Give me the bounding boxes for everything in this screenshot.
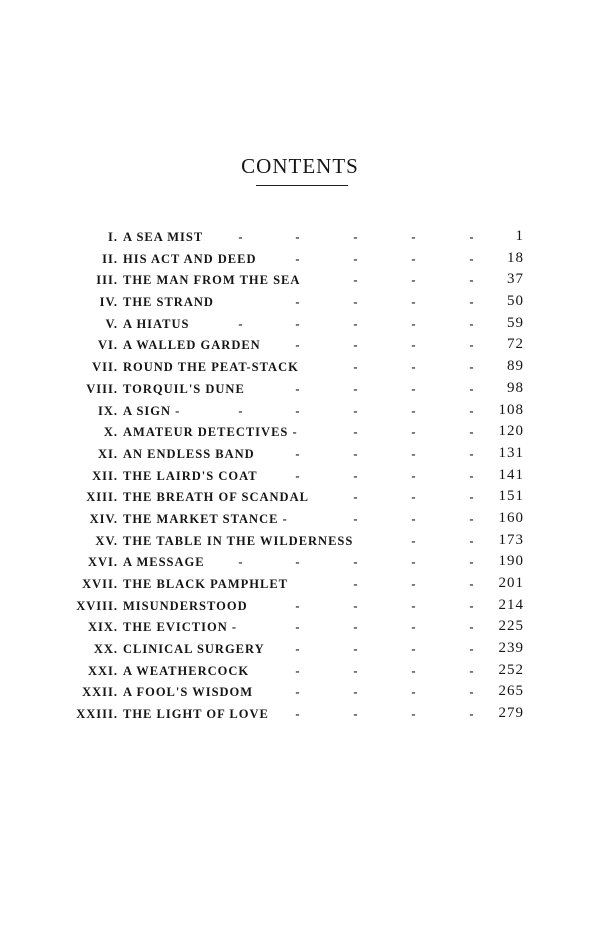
page-number: 279 xyxy=(498,705,524,722)
toc-entry xyxy=(0,270,600,292)
leader-dash: - xyxy=(469,251,475,266)
chapter-numeral: X. xyxy=(103,425,118,440)
leader-dash: - xyxy=(411,403,417,418)
leader-dash: - xyxy=(295,403,301,418)
leader-dash: - xyxy=(469,468,475,483)
toc-entry xyxy=(0,661,600,683)
chapter-numeral: XXII. xyxy=(82,685,118,700)
chapter-title: THE BREATH OF SCANDAL xyxy=(123,490,309,505)
leader-dash: - xyxy=(469,338,475,353)
chapter-title: A HIATUS xyxy=(123,316,190,331)
leader-dash: - xyxy=(469,555,475,570)
leader-dash: - xyxy=(295,598,301,613)
page-number: 59 xyxy=(507,314,524,331)
title-rule xyxy=(256,185,348,186)
leader-dash: - xyxy=(411,642,417,657)
leader-dash: - xyxy=(353,425,359,440)
chapter-numeral: XXIII. xyxy=(76,707,118,722)
page-number: 72 xyxy=(507,336,524,353)
leader-dash: - xyxy=(295,230,301,244)
leader-dash: - xyxy=(411,251,417,266)
chapter-numeral: XI. xyxy=(97,446,118,461)
page-number: 1 xyxy=(515,228,524,244)
chapter-numeral: XIII. xyxy=(86,490,118,505)
leader-dash: - xyxy=(411,338,417,353)
leader-dash: - xyxy=(295,707,301,722)
chapter-title: TORQUIL'S DUNE xyxy=(123,381,245,396)
toc-entry xyxy=(0,487,600,509)
leader-dash: - xyxy=(411,620,417,635)
toc-entry xyxy=(0,227,600,249)
leader-dash: - xyxy=(469,230,475,244)
chapter-numeral: XII. xyxy=(92,468,118,483)
leader-dash: - xyxy=(411,555,417,570)
contents-list xyxy=(0,227,600,726)
chapter-title: THE STRAND xyxy=(123,295,214,310)
leader-dash: - xyxy=(353,251,359,266)
chapter-title: ROUND THE PEAT-STACK xyxy=(123,360,299,375)
page-number: 18 xyxy=(507,249,524,266)
leader-dash: - xyxy=(295,555,301,570)
leader-dash: - xyxy=(295,642,301,657)
leader-dash: - xyxy=(411,446,417,461)
leader-dash: - xyxy=(353,577,359,591)
page-number: 239 xyxy=(498,640,524,657)
leader-dash: - xyxy=(469,403,475,418)
leader-dash: - xyxy=(411,316,417,331)
chapter-numeral: XVI. xyxy=(87,555,118,570)
leader-dash: - xyxy=(295,446,301,461)
leader-dash: - xyxy=(469,533,475,548)
chapter-numeral: IX. xyxy=(97,403,118,418)
chapter-title: AMATEUR DETECTIVES - xyxy=(123,425,298,440)
leader-dash: - xyxy=(353,230,359,244)
chapter-title: A SEA MIST xyxy=(123,230,204,244)
chapter-numeral: V. xyxy=(105,316,118,331)
leader-dash: - xyxy=(469,663,475,678)
leader-dash: - xyxy=(295,295,301,310)
page-number: 141 xyxy=(498,466,524,483)
chapter-title: MISUNDERSTOOD xyxy=(123,598,248,613)
chapter-title: A FOOL'S WISDOM xyxy=(123,685,254,700)
toc-entry xyxy=(0,574,600,596)
page-number: 98 xyxy=(507,379,524,396)
chapter-numeral: XIV. xyxy=(89,511,118,526)
chapter-title: A WEATHERCOCK xyxy=(123,663,250,678)
leader-dash: - xyxy=(469,511,475,526)
leader-dash: - xyxy=(238,555,244,570)
toc-entry xyxy=(0,444,600,466)
chapter-numeral: II. xyxy=(102,251,118,266)
page-number: 190 xyxy=(498,553,524,570)
leader-dash: - xyxy=(469,425,475,440)
toc-entry xyxy=(0,639,600,661)
leader-dash: - xyxy=(238,316,244,331)
leader-dash: - xyxy=(411,577,417,591)
toc-entry xyxy=(0,596,600,618)
leader-dash: - xyxy=(469,620,475,635)
leader-dash: - xyxy=(411,295,417,310)
chapter-numeral: XXI. xyxy=(87,663,118,678)
toc-entry xyxy=(0,314,600,336)
leader-dash: - xyxy=(411,381,417,396)
leader-dash: - xyxy=(353,642,359,657)
chapter-numeral: I. xyxy=(108,230,118,244)
leader-dash: - xyxy=(295,685,301,700)
page-number: 50 xyxy=(507,293,524,310)
leader-dash: - xyxy=(295,316,301,331)
toc-entry xyxy=(0,422,600,444)
leader-dash: - xyxy=(411,360,417,375)
toc-entry xyxy=(0,704,600,726)
leader-dash: - xyxy=(411,598,417,613)
chapter-title: THE MAN FROM THE SEA xyxy=(123,273,301,288)
chapter-numeral: VII. xyxy=(92,360,118,375)
page-number: 214 xyxy=(498,596,524,613)
leader-dash: - xyxy=(411,511,417,526)
page-number: 265 xyxy=(498,683,524,700)
leader-dash: - xyxy=(411,273,417,288)
leader-dash: - xyxy=(353,490,359,505)
leader-dash: - xyxy=(295,251,301,266)
leader-dash: - xyxy=(295,338,301,353)
leader-dash: - xyxy=(411,663,417,678)
toc-entry xyxy=(0,335,600,357)
chapter-numeral: IV. xyxy=(99,295,118,310)
chapter-numeral: XX. xyxy=(93,642,118,657)
leader-dash: - xyxy=(295,381,301,396)
chapter-title: CLINICAL SURGERY xyxy=(123,642,265,657)
page-number: 160 xyxy=(498,509,524,526)
leader-dash: - xyxy=(469,273,475,288)
page-title: CONTENTS xyxy=(241,154,359,179)
chapter-numeral: XVII. xyxy=(82,577,118,591)
leader-dash: - xyxy=(353,273,359,288)
chapter-title: AN ENDLESS BAND xyxy=(123,446,255,461)
chapter-title: THE MARKET STANCE - xyxy=(123,511,288,526)
chapter-numeral: XV. xyxy=(95,533,118,548)
leader-dash: - xyxy=(238,403,244,418)
chapter-numeral: III. xyxy=(96,273,118,288)
leader-dash: - xyxy=(353,598,359,613)
leader-dash: - xyxy=(353,381,359,396)
leader-dash: - xyxy=(469,490,475,505)
leader-dash: - xyxy=(238,230,244,244)
toc-entry xyxy=(0,617,600,639)
page-number: 108 xyxy=(498,401,524,418)
page-number: 37 xyxy=(507,271,524,288)
page-number: 173 xyxy=(498,531,524,548)
leader-dash: - xyxy=(353,360,359,375)
page-number: 252 xyxy=(498,661,524,678)
leader-dash: - xyxy=(411,425,417,440)
leader-dash: - xyxy=(353,663,359,678)
leader-dash: - xyxy=(469,685,475,700)
chapter-title: THE EVICTION - xyxy=(123,620,238,635)
page-number: 201 xyxy=(498,575,524,591)
leader-dash: - xyxy=(353,555,359,570)
leader-dash: - xyxy=(469,316,475,331)
toc-entry xyxy=(0,509,600,531)
chapter-title: THE LAIRD'S COAT xyxy=(123,468,258,483)
leader-dash: - xyxy=(469,707,475,722)
leader-dash: - xyxy=(353,511,359,526)
leader-dash: - xyxy=(469,295,475,310)
toc-entry xyxy=(0,292,600,314)
chapter-numeral: VIII. xyxy=(86,381,118,396)
leader-dash: - xyxy=(411,685,417,700)
toc-entry xyxy=(0,249,600,271)
page-number: 225 xyxy=(498,618,524,635)
leader-dash: - xyxy=(353,403,359,418)
chapter-title: A WALLED GARDEN xyxy=(123,338,261,353)
page-number: 131 xyxy=(498,444,524,461)
chapter-numeral: VI. xyxy=(97,338,118,353)
leader-dash: - xyxy=(469,642,475,657)
toc-entry xyxy=(0,379,600,401)
leader-dash: - xyxy=(469,381,475,396)
leader-dash: - xyxy=(411,533,417,548)
toc-entry xyxy=(0,466,600,488)
chapter-title: THE TABLE IN THE WILDERNESS xyxy=(123,533,354,548)
leader-dash: - xyxy=(353,468,359,483)
toc-entry xyxy=(0,552,600,574)
leader-dash: - xyxy=(353,338,359,353)
leader-dash: - xyxy=(353,446,359,461)
leader-dash: - xyxy=(295,620,301,635)
leader-dash: - xyxy=(469,577,475,591)
chapter-title: A SIGN - xyxy=(123,403,181,418)
leader-dash: - xyxy=(353,620,359,635)
chapter-title: A MESSAGE xyxy=(123,555,205,570)
chapter-numeral: XIX. xyxy=(87,620,118,635)
leader-dash: - xyxy=(469,360,475,375)
leader-dash: - xyxy=(411,707,417,722)
leader-dash: - xyxy=(411,490,417,505)
chapter-title: HIS ACT AND DEED xyxy=(123,251,257,266)
leader-dash: - xyxy=(295,663,301,678)
leader-dash: - xyxy=(295,468,301,483)
leader-dash: - xyxy=(411,230,417,244)
page-number: 89 xyxy=(507,358,524,375)
page-number: 151 xyxy=(498,488,524,505)
leader-dash: - xyxy=(353,295,359,310)
chapter-title: THE LIGHT OF LOVE xyxy=(123,707,269,722)
leader-dash: - xyxy=(353,685,359,700)
leader-dash: - xyxy=(469,446,475,461)
toc-entry xyxy=(0,401,600,423)
leader-dash: - xyxy=(353,316,359,331)
page-number: 120 xyxy=(498,423,524,440)
leader-dash: - xyxy=(411,468,417,483)
leader-dash: - xyxy=(469,598,475,613)
toc-entry xyxy=(0,357,600,379)
toc-entry xyxy=(0,682,600,704)
chapter-numeral: XVIII. xyxy=(76,598,118,613)
leader-dash: - xyxy=(353,707,359,722)
toc-entry xyxy=(0,531,600,553)
chapter-title: THE BLACK PAMPHLET xyxy=(123,577,289,591)
